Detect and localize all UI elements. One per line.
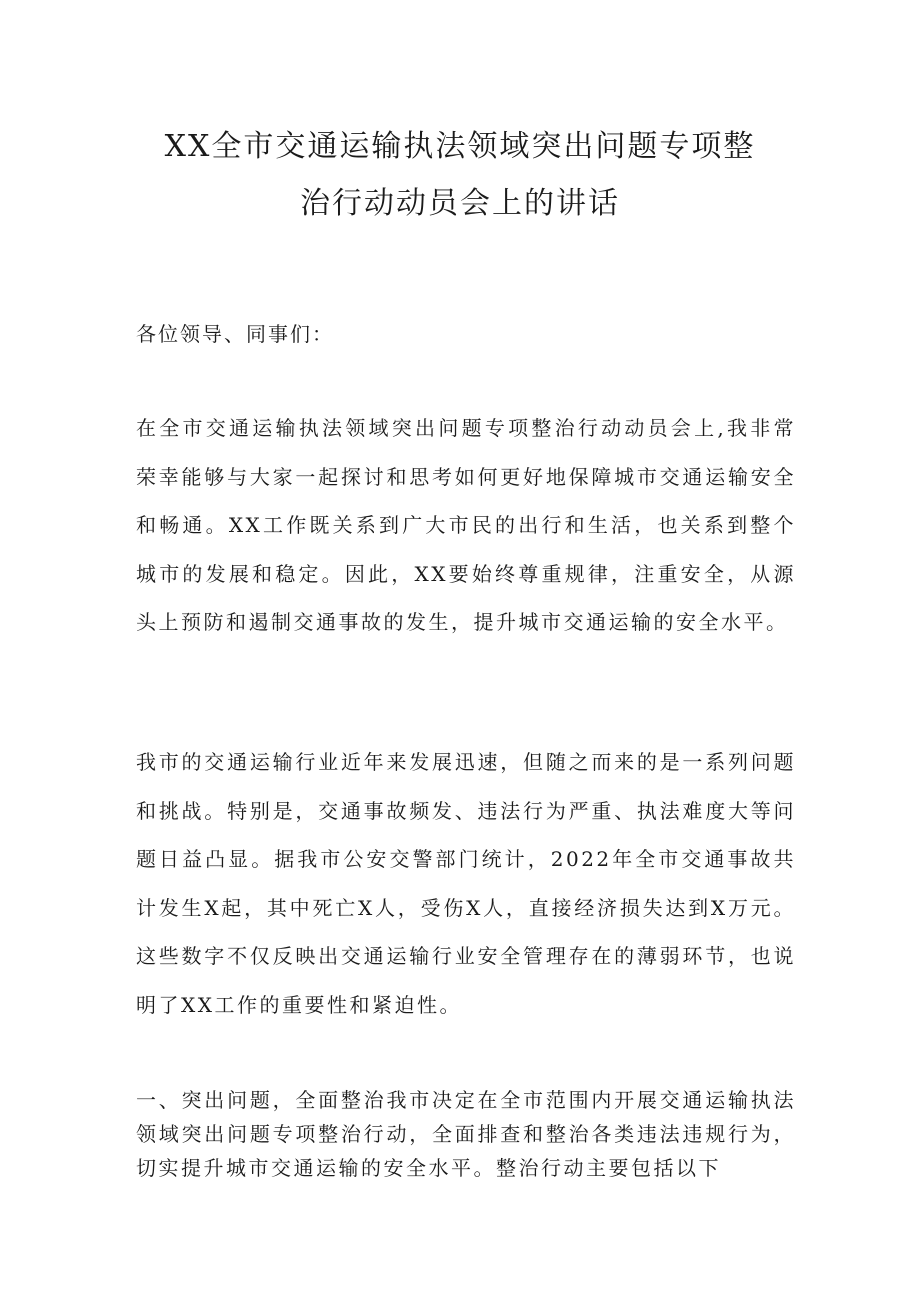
salutation: 各位领导、同事们： [136, 322, 334, 346]
document-title-line-1: XX全市交通运输执法领域突出问题专项整 [164, 129, 756, 164]
paragraph-statistics: 我市的交通运输行业近年来发展迅速，但随之而来的是一系列问题和挑战。特别是，交通事故频发、违法行为严重、执法难度大等问题日益凸显。据我市公安交警部门统计，2022年全市交通事故共计发生X起，其中死亡X人，受伤X人，直接经济损失达到X万元。这些数字不仅反映出交通运输行业安全管理存在的薄弱环节，也说明了XX工作的重要性和紧迫性。 [136, 750, 796, 1017]
document-title-line-2: 治行动动员会上的讲话 [300, 186, 620, 221]
paragraph-section-one: 一、突出问题，全面整治我市决定在全市范围内开展交通运输执法领域突出问题专项整治行动，全面排查和整治各类违法违规行为，切实提升城市交通运输的安全水平。整治行动主要包括以下 [136, 1088, 796, 1180]
paragraph-intro: 在全市交通运输执法领域突出问题专项整治行动动员会上,我非常荣幸能够与大家一起探讨和思考如何更好地保障城市交通运输安全和畅通。XX工作既关系到广大市民的出行和生活，也关系到整个城市的发展和稳定。因此，XX要始终尊重规律，注重安全，从源头上预防和遏制交通事故的发生，提升城市交通运输的安全水平。 [136, 416, 796, 635]
